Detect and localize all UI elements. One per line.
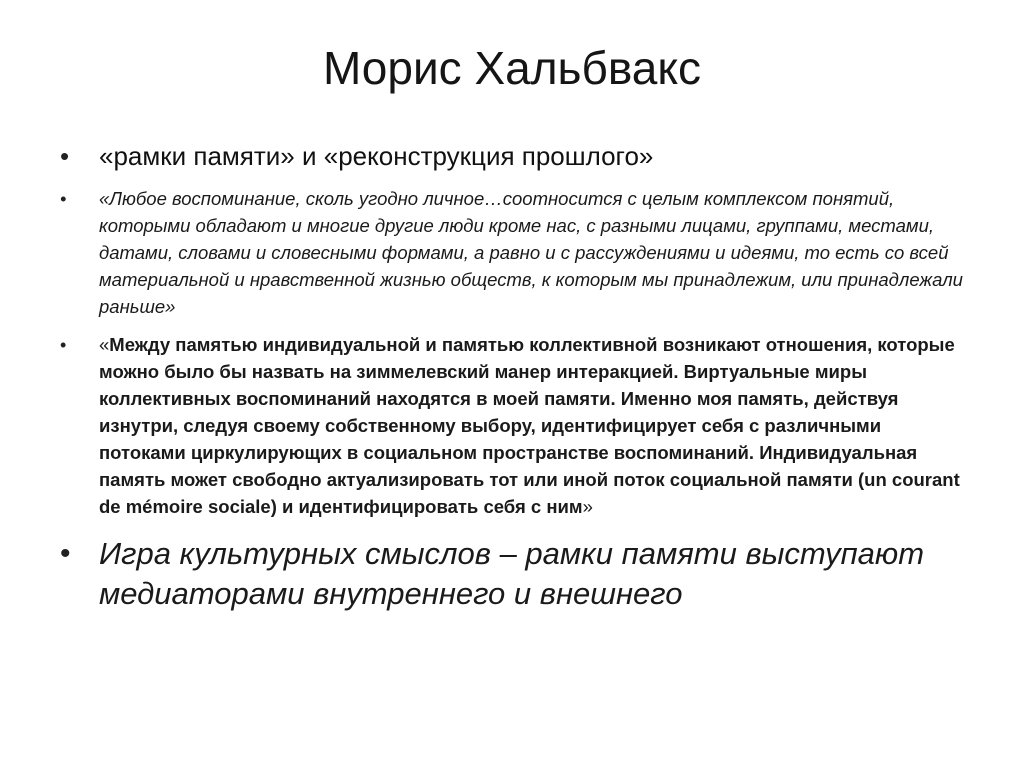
bullet-item-quote-individual-collective (56, 331, 971, 520)
bullet-text: «Любое воспоминание, сколь угодно личное…соотносится с целым комплексом понятий, которыми обладают и многие другие люди кроме нас, с разными лицами, группами, местами, датами, словами и словесными формами, а равно и с рассуждениями и идеями, то есть со всей материальной и нравственной жизнью обществ, к которым мы принадлежим, или принадлежали раньше» (99, 188, 963, 317)
bullet-marker: • (60, 189, 67, 209)
bullet-text: «рамки памяти» и «реконструкция прошлого» (99, 141, 654, 171)
bullet-item-quote-memory (56, 185, 971, 320)
bullet-marker: • (60, 141, 70, 171)
bullet-item-memory-frames (56, 139, 971, 173)
bullet-marker: • (60, 537, 71, 570)
bullet-marker: • (60, 335, 67, 355)
bullet-text: Игра культурных смыслов – рамки памяти выступают медиаторами внутреннего и внешнего (99, 536, 925, 611)
bullet-item-cultural-meanings (56, 534, 971, 614)
bullet-list (56, 139, 971, 614)
bullet-bold-text: Между памятью индивидуальной и памятью коллективной возникают отношения, которые можно было бы назвать на зиммелевский манер интеракцией. Виртуальные миры коллективных воспоминаний находятся в моей памяти. Именно моя память, действуя изнутри, следуя своему собственному выбору, идентифицирует себя с различными потоками циркулирующих в социальном пространстве воспоминаний. Индивидуальная память может свободно актуализировать тот или иной поток социальной памяти (un courant de mémoire sociale) и идентифицировать себя с ним (99, 334, 960, 517)
open-quote: « (99, 334, 110, 355)
slide-title: Морис Хальбвакс (322, 42, 702, 94)
close-quote: » (582, 496, 593, 517)
